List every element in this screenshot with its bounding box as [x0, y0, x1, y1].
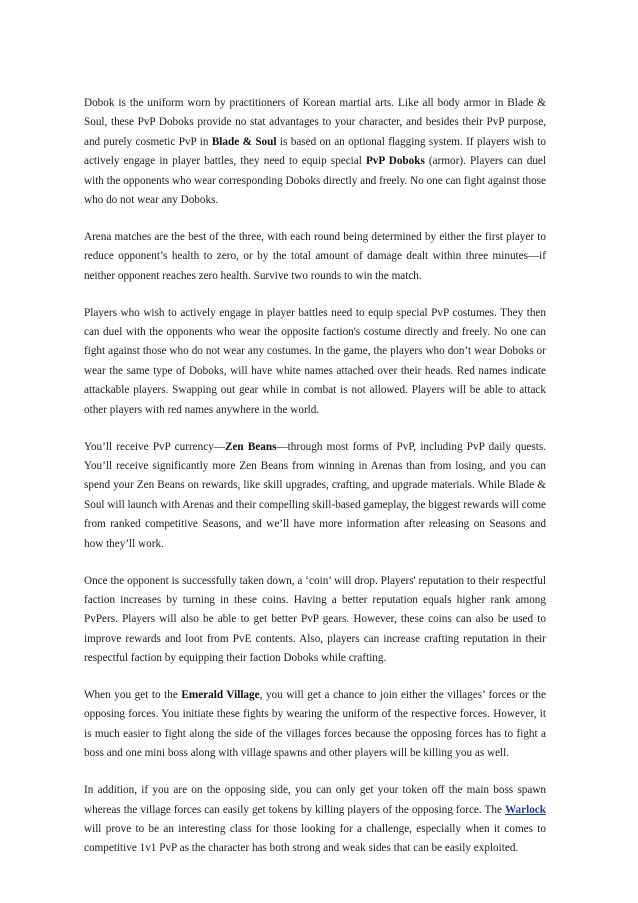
text-run: (armor). Players can duel with the opponents who wear corresponding Doboks directly and freely. No one can fight against those who do not wear any Doboks.: [84, 155, 546, 207]
paragraph-7: [84, 781, 546, 859]
bold-term: Emerald Village: [181, 689, 260, 702]
text-run: will prove to be an interesting class for those looking for a challenge, especially when it comes to competitive 1v1 PvP as the character has both strong and weak sides that can be easily exploited.: [84, 823, 546, 855]
paragraph-5: [84, 572, 546, 669]
text-run: Once the opponent is successfully taken down, a ‘coin’ will drop. Players' reputation to their respectful faction increases by turning in these coins. Having a better reputation equals higher rank among PvPers. Players will also be able to get better PvP gears. However, these coins can also be used to improve rewards and loot from PvE contents. Also, players can increase crafting reputation in their respectful faction by equipping their faction Doboks while crafting.: [84, 574, 546, 665]
paragraph-3: [84, 304, 546, 420]
text-run: is based on an optional flagging system. If players wish to actively engage in player battles, they need to equip special: [84, 135, 546, 168]
text-run: , you will get a chance to join either the villages’ forces or the opposing forces. You initiate these fights by wearing the uniform of the respective forces. However, it is much easier to fight along the side of the villages forces because the opposing forces has to fight a boss and one mini boss along with village spawns and other players will be killing you as well.: [84, 689, 546, 760]
bold-term: Zen Beans: [224, 440, 277, 453]
paragraph-6: [84, 686, 546, 764]
bold-term: Blade & Soul: [211, 135, 277, 148]
text-run: When you get to the: [84, 689, 182, 702]
text-run: —through most forms of PvP, including PvP daily quests. You’ll receive significantly more Zen Beans from winning in Arenas than from losing, and you can spend your Zen Beans on rewards, like skill upgrades, crafting, and upgrade materials. While Blade & Soul will launch with Arenas and their compelling skill-based gameplay, the biggest rewards will come from ranked competitive Seasons, and we’ll have more information after releasing on Seasons and how they’ll work.: [84, 440, 546, 550]
text-run: Players who wish to actively engage in player battles need to equip special PvP costumes. They then can duel with the opponents who wear the opposite faction's costume directly and freely. No one can fight against those who do not wear any costumes. In the game, the players who don’t wear Doboks or wear the same type of Doboks, will have white names attached over their heads. Red names indicate attackable players. Swapping out gear while in combat is not allowed. Players will be able to attack other players with red names anywhere in the world.: [84, 306, 546, 416]
bold-term: PvP Doboks: [365, 155, 425, 168]
warlock-link[interactable]: Warlock: [504, 803, 546, 816]
paragraph-2: [84, 228, 546, 286]
paragraph-4: [84, 438, 546, 554]
text-run: You’ll receive PvP currency—: [84, 440, 225, 453]
text-run: In addition, if you are on the opposing side, you can only get your token off the main boss spawn whereas the village forces can easily get tokens by killing players of the opposing force. The: [84, 784, 546, 816]
text-run: Dobok is the uniform worn by practitioners of Korean martial arts. Like all body armor in Blade & Soul, these PvP Doboks provide no stat advantages to your character, and besides their PvP purpose, and purely cosmetic PvP in: [84, 97, 546, 148]
paragraph-1: [84, 94, 546, 210]
document-body: [84, 94, 546, 859]
text-run: Arena matches are the best of the three, with each round being determined by either the first player to reduce opponent’s health to zero, or by the total amount of damage dealt within three minutes—if neither opponent reaches zero health. Survive two rounds to win the match.: [84, 230, 546, 282]
